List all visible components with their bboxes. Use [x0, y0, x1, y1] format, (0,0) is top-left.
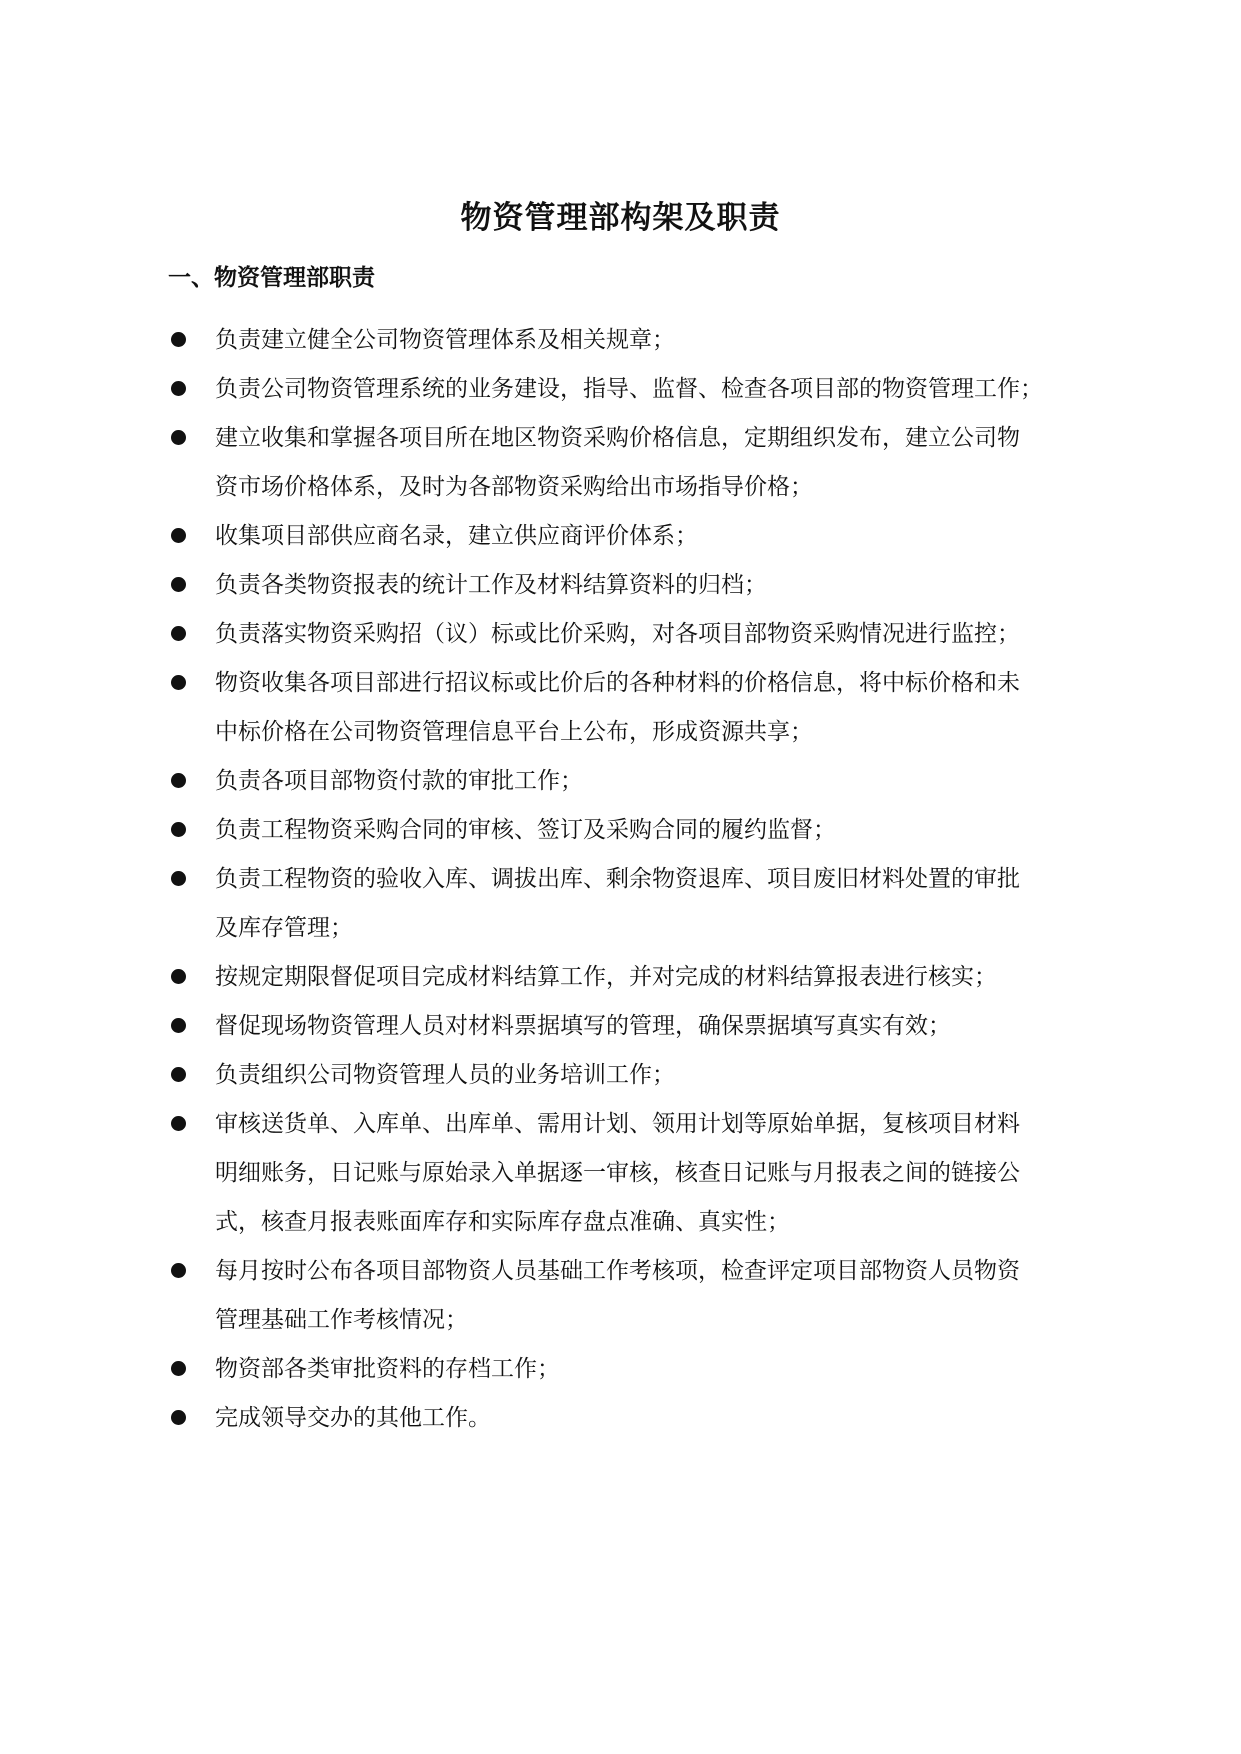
list-item-line: 中标价格在公司物资管理信息平台上公布，形成资源共享；	[215, 719, 813, 745]
bullet-icon	[171, 381, 186, 396]
list-item-line: 每月按时公布各项目部物资人员基础工作考核项，检查评定项目部物资人员物资	[215, 1258, 1020, 1284]
list-item-line: 负责建立健全公司物资管理体系及相关规章；	[215, 327, 675, 353]
bullet-icon	[171, 969, 186, 984]
duty-list	[168, 316, 1108, 1443]
list-item-line: 负责工程物资采购合同的审核、签订及采购合同的履约监督；	[215, 817, 836, 843]
bullet-icon	[171, 822, 186, 837]
list-item	[168, 316, 1108, 365]
bullet-icon	[171, 1116, 186, 1131]
list-item	[168, 953, 1108, 1002]
list-item	[168, 855, 1108, 953]
list-item-line: 负责各项目部物资付款的审批工作；	[215, 768, 583, 794]
list-item-line: 管理基础工作考核情况；	[215, 1307, 468, 1333]
list-item-line: 审核送货单、入库单、出库单、需用计划、领用计划等原始单据，复核项目材料	[215, 1111, 1020, 1137]
list-item	[168, 659, 1108, 757]
bullet-icon	[171, 1263, 186, 1278]
list-item-line: 资市场价格体系，及时为各部物资采购给出市场指导价格；	[215, 474, 813, 500]
list-item-line: 完成领导交办的其他工作。	[215, 1405, 491, 1431]
list-item-line: 建立收集和掌握各项目所在地区物资采购价格信息，定期组织发布，建立公司物	[215, 425, 1020, 451]
bullet-icon	[171, 577, 186, 592]
list-item	[168, 365, 1108, 414]
list-item	[168, 1345, 1108, 1394]
list-item-line: 收集项目部供应商名录，建立供应商评价体系；	[215, 523, 698, 549]
bullet-icon	[171, 332, 186, 347]
list-item-line: 负责公司物资管理系统的业务建设，指导、监督、检查各项目部的物资管理工作；	[215, 376, 1043, 402]
list-item-line: 式，核查月报表账面库存和实际库存盘点准确、真实性；	[215, 1209, 790, 1235]
list-item	[168, 561, 1108, 610]
bullet-icon	[171, 626, 186, 641]
list-item	[168, 512, 1108, 561]
bullet-icon	[171, 773, 186, 788]
bullet-icon	[171, 430, 186, 445]
list-item-line: 物资收集各项目部进行招议标或比价后的各种材料的价格信息，将中标价格和未	[215, 670, 1020, 696]
list-item-line: 负责落实物资采购招（议）标或比价采购，对各项目部物资采购情况进行监控；	[215, 621, 1020, 647]
list-item-line: 及库存管理；	[215, 915, 353, 941]
list-item	[168, 1051, 1108, 1100]
bullet-icon	[171, 675, 186, 690]
list-item-line: 负责工程物资的验收入库、调拔出库、剩余物资退库、项目废旧材料处置的审批	[215, 866, 1020, 892]
list-item	[168, 1394, 1108, 1443]
list-item	[168, 806, 1108, 855]
list-item-line: 明细账务，日记账与原始录入单据逐一审核，核查日记账与月报表之间的链接公	[215, 1160, 1020, 1186]
list-item	[168, 1100, 1108, 1247]
list-item	[168, 414, 1108, 512]
list-item	[168, 757, 1108, 806]
bullet-icon	[171, 528, 186, 543]
section-heading: 一、物资管理部职责	[168, 264, 375, 291]
list-item-line: 负责各类物资报表的统计工作及材料结算资料的归档；	[215, 572, 767, 598]
bullet-icon	[171, 1067, 186, 1082]
list-item	[168, 610, 1108, 659]
list-item-line: 督促现场物资管理人员对材料票据填写的管理，确保票据填写真实有效；	[215, 1013, 951, 1039]
list-item-line: 按规定期限督促项目完成材料结算工作，并对完成的材料结算报表进行核实；	[215, 964, 997, 990]
list-item-line: 负责组织公司物资管理人员的业务培训工作；	[215, 1062, 675, 1088]
bullet-icon	[171, 1410, 186, 1425]
list-item	[168, 1002, 1108, 1051]
list-item	[168, 1247, 1108, 1345]
bullet-icon	[171, 871, 186, 886]
bullet-icon	[171, 1361, 186, 1376]
document-title: 物资管理部构架及职责	[460, 200, 781, 236]
list-item-line: 物资部各类审批资料的存档工作；	[215, 1356, 560, 1382]
bullet-icon	[171, 1018, 186, 1033]
